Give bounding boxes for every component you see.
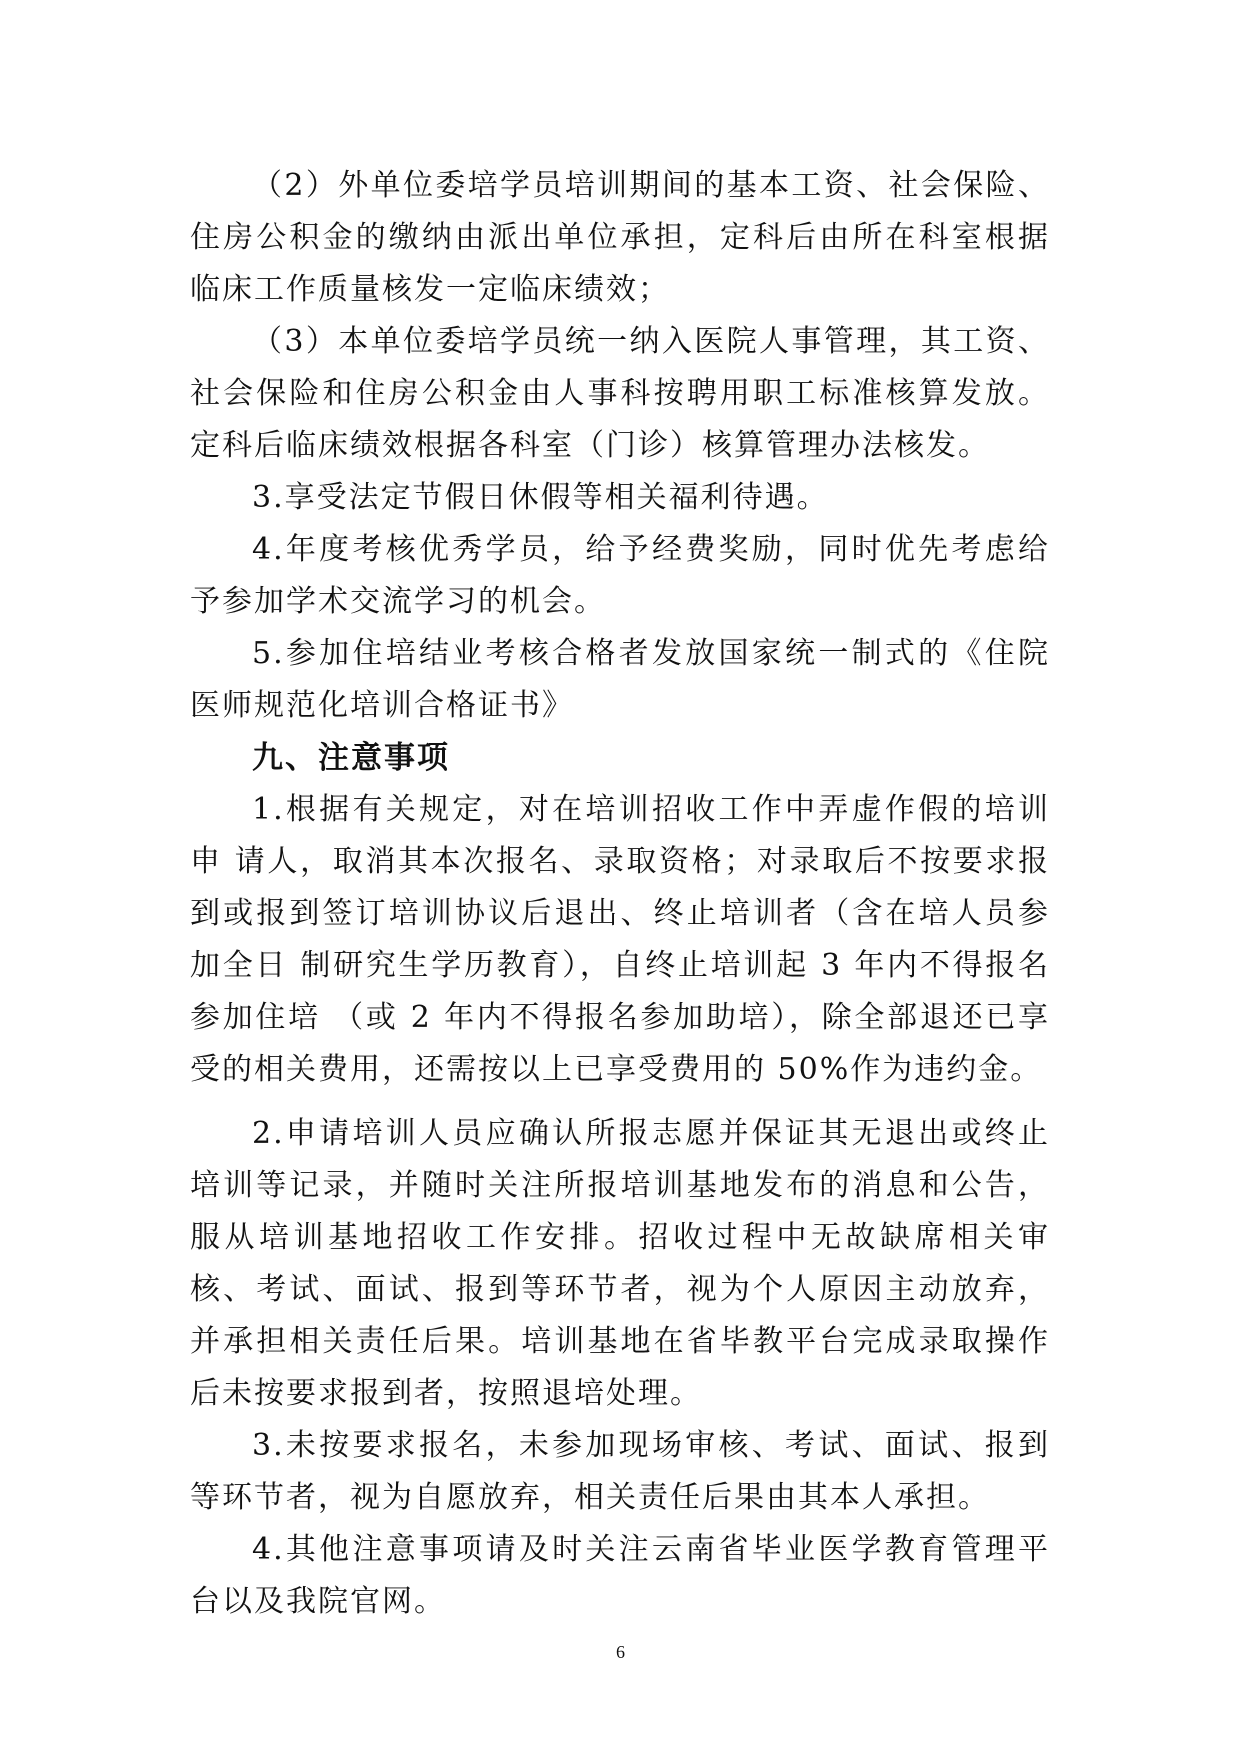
paragraph-notice-3: 3.未按要求报名，未参加现场审核、考试、面试、报到等环节者，视为自愿放弃，相关责任后果由其本人承担。 [190,1428,1050,1515]
paragraph-holidays: 3.享受法定节假日休假等相关福利待遇。 [252,480,829,515]
paragraph-notice-4: 4.其他注意事项请及时关注云南省毕业医学教育管理平台以及我院官网。 [190,1532,1050,1619]
paragraph-salary-external: （2）外单位委培学员培训期间的基本工资、社会保险、住房公积金的缴纳由派出单位承担，定科后由所在科室根据临床工作质量核发一定临床绩效； [190,168,1050,307]
paragraph-notice-1: 1.根据有关规定，对在培训招收工作中弄虚作假的培训申 请人，取消其本次报名、录取资格；对录取后不按要求报到或报到签订培训协议后退出、终止培训者（含在培人员参加全日 制研究生学历教育），自终止培训起 3 年内不得报名参加住培 （或 2 年内不得报名参加助培），除全部退还已享受的相关费用，还需按以上已享受费用的 50%作为违约金。 [190,792,1050,1087]
paragraph-awards: 4.年度考核优秀学员，给予经费奖励，同时优先考虑给予参加学术交流学习的机会。 [190,532,1050,619]
page-number: 6 [616,1642,625,1662]
paragraph-notice-2: 2.申请培训人员应确认所报志愿并保证其无退出或终止培训等记录，并随时关注所报培训基地发布的消息和公告，服从培训基地招收工作安排。招收过程中无故缺席相关审核、考试、面试、报到等环节者，视为个人原因主动放弃，并承担相关责任后果。培训基地在省毕教平台完成录取操作后未按要求报到者，按照退培处理。 [190,1116,1050,1411]
paragraph-salary-internal: （3）本单位委培学员统一纳入医院人事管理，其工资、社会保险和住房公积金由人事科按聘用职工标准核算发放。定科后临床绩效根据各科室（门诊）核算管理办法核发。 [190,324,1050,463]
section-heading: 九、注意事项 [252,740,450,776]
paragraph-certificate: 5.参加住培结业考核合格者发放国家统一制式的《住院医师规范化培训合格证书》 [190,636,1050,723]
page-content [190,160,1050,1628]
